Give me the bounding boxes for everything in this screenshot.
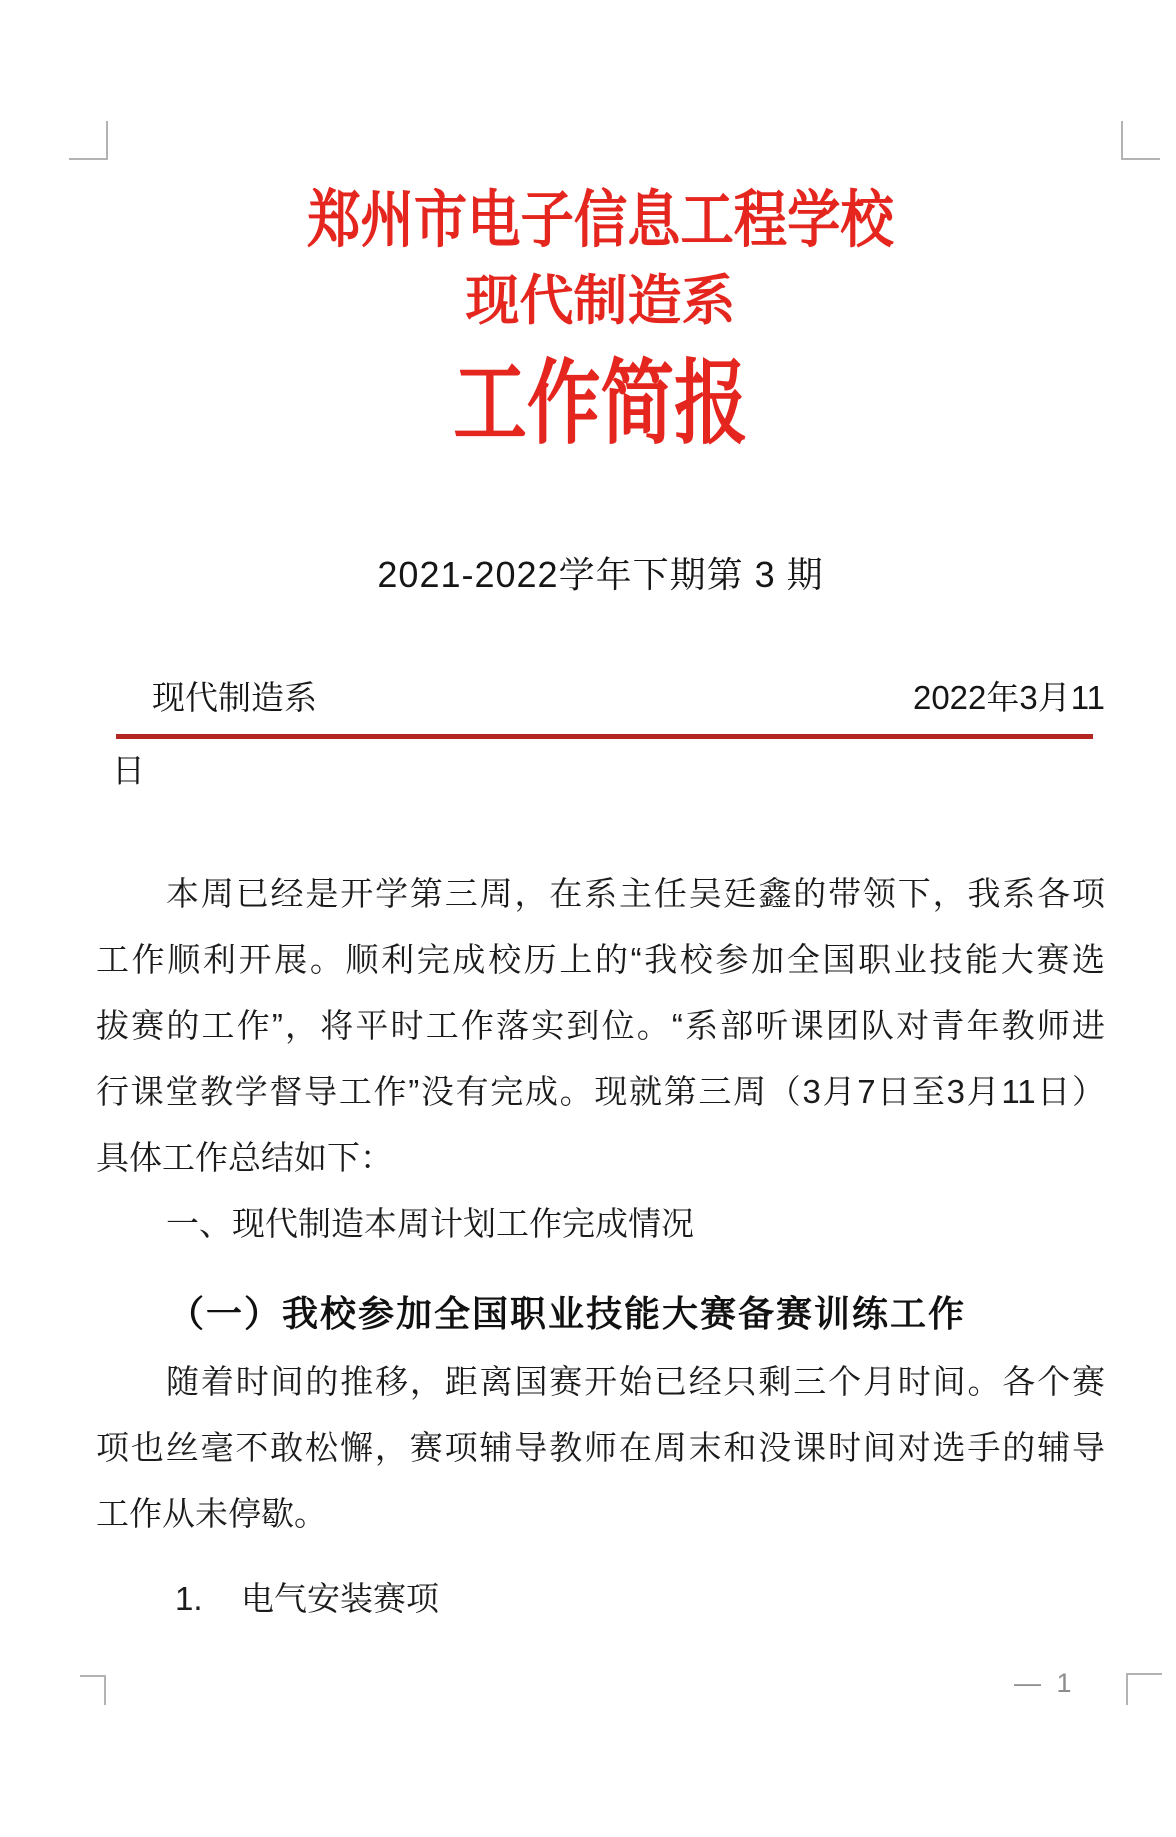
body-line: 工作从未停歇。 [96, 1495, 327, 1532]
list-item-1 [96, 1577, 1105, 1621]
body-line: 项也丝毫不敢松懈，赛项辅导教师在周末和没课时间对选手的辅导 [96, 1429, 1105, 1466]
body-line: 本周已经是开学第三周，在系主任吴廷鑫的带领下，我系各项 [166, 875, 1105, 912]
section-heading-1: 一、现代制造本周计划工作完成情况 [166, 1205, 694, 1242]
page-content [0, 186, 1176, 1621]
school-title: 郑州市电子信息工程学校 [307, 186, 894, 255]
body-line: 随着时间的推移，距离国赛开始已经只剩三个月时间。各个赛 [166, 1363, 1105, 1400]
department-title: 现代制造系 [465, 271, 736, 331]
list-item-text: 电气安装赛项 [241, 1580, 439, 1617]
meta-row [96, 678, 1105, 718]
meta-department-label: 现代制造系 [152, 679, 317, 716]
body-line: 具体工作总结如下： [96, 1139, 393, 1176]
page-number: — 1 [1014, 1668, 1076, 1698]
crop-corner-bottom-left-icon [80, 1675, 106, 1705]
body-line: 行课堂教学督导工作”没有完成。现就第三周（3月7日至3月11日） [96, 1073, 1105, 1110]
body-line: 拔赛的工作”，将平时工作落实到位。“系部听课团队对青年教师进 [96, 1007, 1105, 1044]
issue-line: 2021-2022学年下期第 3 期 [377, 554, 824, 595]
meta-date-wrap-char: 日 [112, 752, 145, 789]
crop-corner-top-left-icon [69, 121, 108, 160]
red-divider-rule [116, 734, 1093, 739]
meta-date-label: 2022年3月11 [912, 679, 1105, 716]
paragraph-1 [96, 861, 1105, 1257]
list-item-number: 1. [175, 1580, 203, 1617]
paragraph-2 [96, 1349, 1105, 1547]
section-heading-1-1: （一）我校参加全国职业技能大赛备赛训练工作 [168, 1294, 967, 1334]
doc-title: 工作简报 [453, 353, 748, 455]
crop-corner-bottom-right-icon [1126, 1673, 1162, 1705]
body-line: 工作顺利开展。顺利完成校历上的“我校参加全国职业技能大赛选 [96, 941, 1105, 978]
crop-corner-top-right-icon [1121, 121, 1160, 160]
